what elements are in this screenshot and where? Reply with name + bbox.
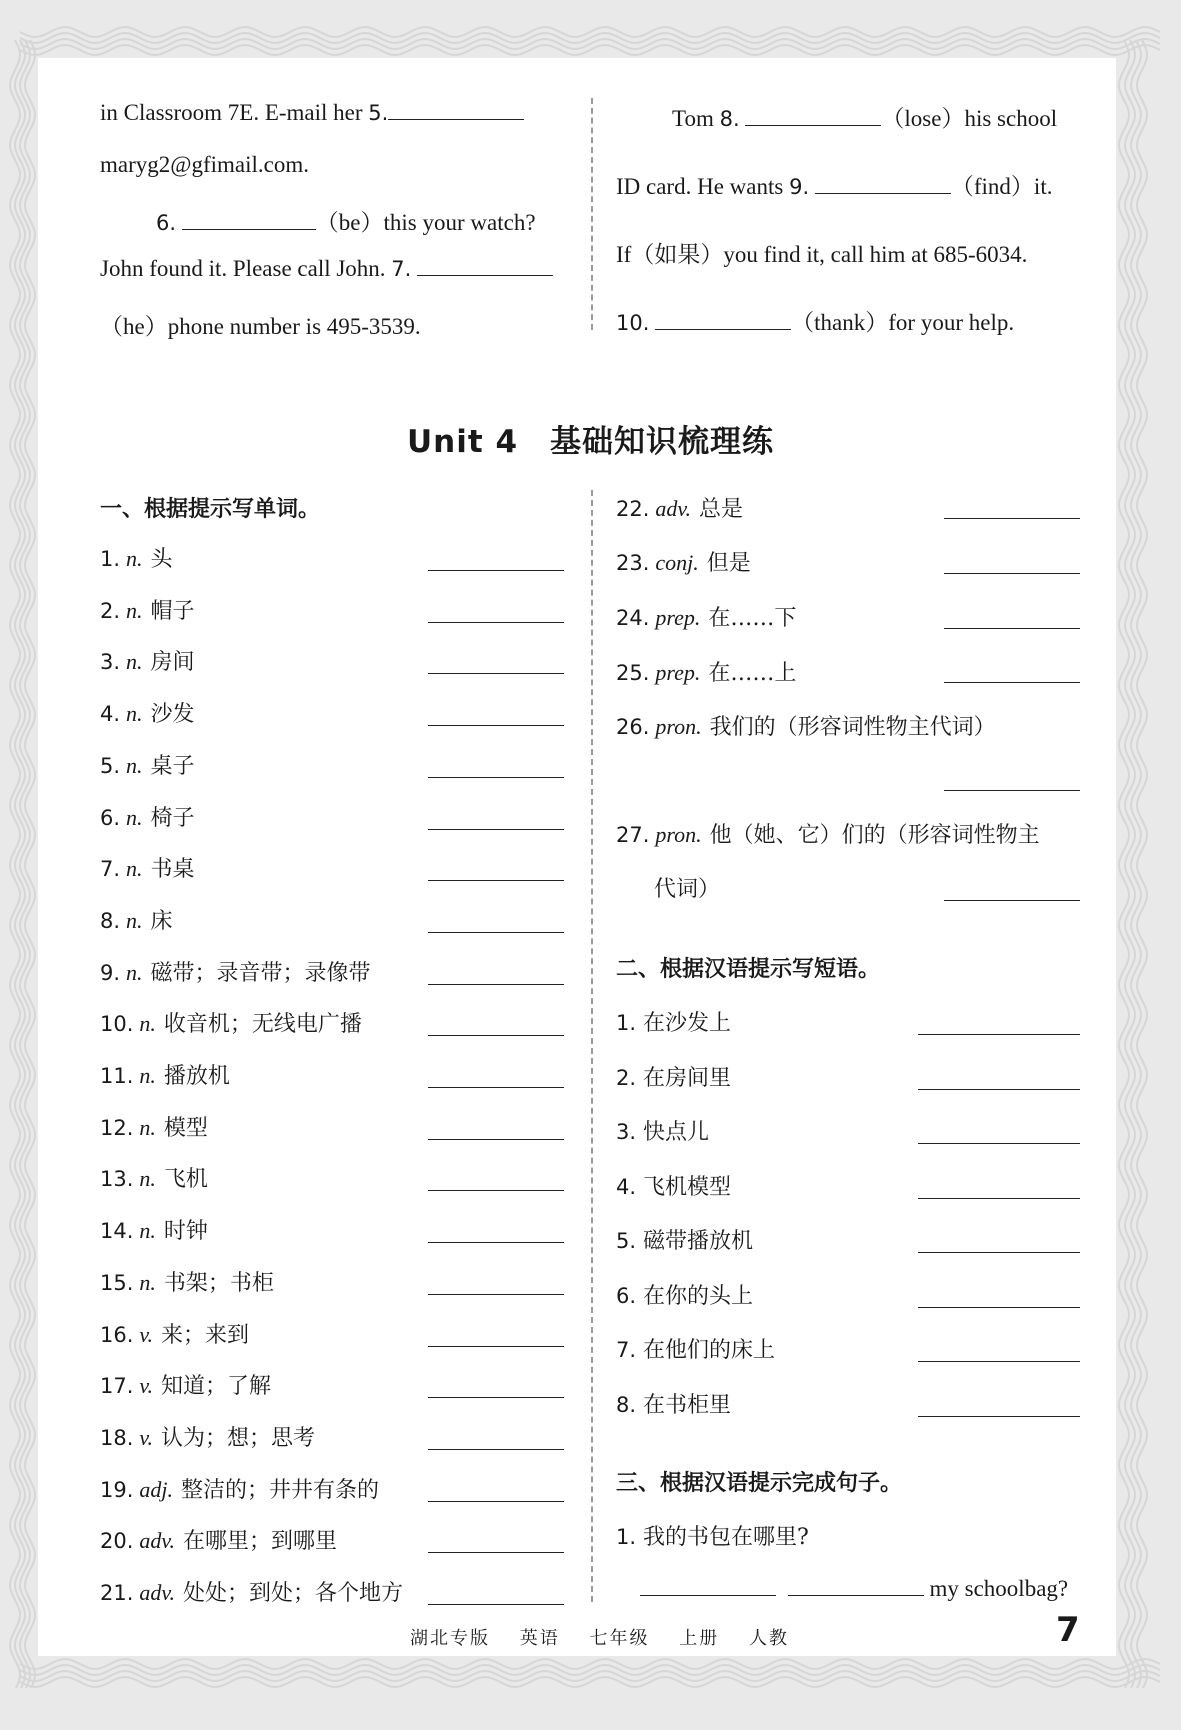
sentence-item xyxy=(616,1520,809,1551)
vocab-item xyxy=(616,656,796,687)
vocab-item xyxy=(100,1266,274,1297)
item-number: 27. xyxy=(616,823,650,847)
column-divider xyxy=(591,98,593,330)
cloze-text: If（如果）you find it, call him at 685-6034. xyxy=(616,242,1028,267)
part-of-speech: adv. xyxy=(139,1528,176,1554)
answer-blank[interactable] xyxy=(640,1594,776,1596)
sentence-prompt: 我的书包在哪里? xyxy=(643,1525,809,1550)
vocab-item xyxy=(100,1162,208,1193)
unit-title: Unit 4 基础知识梳理练 xyxy=(406,424,775,460)
item-number: 18. xyxy=(100,1425,134,1450)
cloze-line xyxy=(672,100,1057,133)
part-of-speech: n. xyxy=(126,804,143,830)
phrase-prompt: 在他们的床上 xyxy=(643,1338,776,1363)
phrase-prompt: 磁带播放机 xyxy=(643,1229,754,1254)
answer-line[interactable] xyxy=(918,1198,1080,1199)
vocab-item xyxy=(100,1369,271,1400)
cloze-text: （find）it. xyxy=(950,174,1053,199)
vocab-item xyxy=(100,956,371,987)
part-of-speech: v. xyxy=(139,1373,154,1399)
item-number: 19. xyxy=(100,1477,134,1502)
vocab-item xyxy=(616,710,996,741)
answer-blank[interactable] xyxy=(745,124,881,126)
vocab-item xyxy=(100,1007,362,1038)
vocab-item xyxy=(100,1214,208,1245)
answer-line[interactable] xyxy=(428,1501,564,1502)
item-number: 15. xyxy=(100,1270,134,1295)
answer-line[interactable] xyxy=(944,518,1080,519)
blank-number: 8. xyxy=(719,107,740,131)
part-of-speech: conj. xyxy=(655,550,699,575)
item-number: 4. xyxy=(616,1174,637,1199)
item-number: 6. xyxy=(100,805,121,830)
part-of-speech: n. xyxy=(139,1063,156,1088)
part-of-speech: n. xyxy=(126,701,143,727)
cloze-line xyxy=(100,152,309,178)
vocab-item-continuation: 代词） xyxy=(654,877,721,902)
phrase-prompt: 在你的头上 xyxy=(643,1283,754,1309)
answer-blank[interactable] xyxy=(655,328,791,330)
item-number: 7. xyxy=(616,1338,637,1362)
chinese-meaning: 桌子 xyxy=(150,753,195,779)
item-number: 6. xyxy=(616,1283,637,1308)
footer-grade: 七年级 xyxy=(589,1628,650,1649)
answer-line[interactable] xyxy=(918,1034,1080,1035)
cloze-line xyxy=(156,204,536,237)
answer-line[interactable] xyxy=(428,932,564,933)
answer-blank[interactable] xyxy=(388,118,524,120)
answer-blank[interactable] xyxy=(417,274,553,276)
part-of-speech: prep. xyxy=(655,605,701,630)
footer-edition: 湖北专版 xyxy=(410,1628,490,1649)
answer-line[interactable] xyxy=(918,1089,1080,1090)
item-number: 8. xyxy=(616,1392,637,1417)
chinese-meaning: 在……下 xyxy=(708,606,797,631)
part-of-speech: n. xyxy=(139,1269,156,1295)
answer-line[interactable] xyxy=(428,777,564,778)
answer-blank[interactable] xyxy=(182,228,316,230)
vocab-item xyxy=(100,542,173,573)
part-of-speech: n. xyxy=(126,649,143,675)
chinese-meaning: 时钟 xyxy=(163,1219,208,1245)
answer-line[interactable] xyxy=(428,1087,564,1088)
item-number: 3. xyxy=(100,650,121,675)
item-number: 22. xyxy=(616,497,650,521)
chinese-meaning: 但是 xyxy=(706,551,751,576)
sentence-tail: my schoolbag? xyxy=(929,1576,1069,1601)
answer-line[interactable] xyxy=(428,1604,564,1605)
phrase-item xyxy=(616,1170,731,1201)
column-divider xyxy=(591,490,593,1602)
cloze-line xyxy=(100,256,553,282)
vocab-item xyxy=(100,801,195,832)
chinese-meaning: 认为；想；思考 xyxy=(161,1425,316,1451)
blank-number: 6. xyxy=(156,211,177,235)
part-of-speech: n. xyxy=(139,1166,156,1192)
vocab-item xyxy=(100,1421,315,1452)
item-number: 13. xyxy=(100,1167,134,1192)
chinese-meaning: 飞机 xyxy=(163,1167,208,1193)
section1-heading: 一、根据提示写单词。 xyxy=(100,497,321,522)
part-of-speech: n. xyxy=(139,1011,156,1037)
chinese-meaning: 沙发 xyxy=(150,702,195,728)
cloze-text: Tom xyxy=(672,106,720,131)
chinese-meaning: 模型 xyxy=(163,1115,208,1141)
sentence-answer-line xyxy=(640,1576,1068,1602)
footer-subject: 英语 xyxy=(519,1628,560,1649)
chinese-meaning: 来；来到 xyxy=(161,1322,250,1348)
blank-number: 9. xyxy=(789,175,810,199)
answer-line[interactable] xyxy=(944,682,1080,683)
vocab-item xyxy=(100,1111,208,1142)
phrase-item xyxy=(616,1006,731,1037)
answer-line[interactable] xyxy=(428,1346,564,1347)
answer-line[interactable] xyxy=(944,900,1080,901)
vocab-item xyxy=(616,546,751,577)
chinese-meaning: 他（她、它）们的（形容词性物主 xyxy=(709,823,1040,848)
cloze-line xyxy=(100,308,421,341)
vocab-item xyxy=(616,601,796,632)
answer-line[interactable] xyxy=(944,573,1080,574)
vocab-item xyxy=(100,645,195,676)
part-of-speech: adv. xyxy=(139,1580,176,1605)
blank-number: 10. xyxy=(616,311,650,335)
cloze-text: in Classroom 7E. E-mail her xyxy=(100,100,369,125)
answer-line[interactable] xyxy=(428,1294,564,1295)
phrase-prompt: 在沙发上 xyxy=(643,1011,732,1036)
phrase-item xyxy=(616,1388,731,1419)
chinese-meaning: 知道；了解 xyxy=(161,1374,272,1400)
item-number: 1. xyxy=(616,1525,637,1549)
cloze-text: John found it. Please call John. xyxy=(100,256,392,281)
answer-line[interactable] xyxy=(428,829,564,830)
phrase-prompt: 在书柜里 xyxy=(643,1392,732,1418)
item-number: 5. xyxy=(616,1229,637,1253)
answer-line[interactable] xyxy=(428,1449,564,1450)
part-of-speech: n. xyxy=(126,907,143,933)
part-of-speech: n. xyxy=(139,1218,156,1244)
chinese-meaning: 播放机 xyxy=(163,1064,230,1089)
item-number: 9. xyxy=(100,960,121,985)
page-number: 7 xyxy=(1056,1610,1080,1650)
item-number: 21. xyxy=(100,1581,134,1605)
part-of-speech: n. xyxy=(126,752,143,778)
chinese-meaning: 处处；到处；各个地方 xyxy=(183,1581,404,1606)
vocab-item xyxy=(100,904,173,935)
answer-line[interactable] xyxy=(918,1307,1080,1308)
footer-publisher: 人教 xyxy=(748,1628,789,1649)
item-number: 24. xyxy=(616,606,650,630)
item-number: 11. xyxy=(100,1064,134,1088)
item-number: 1. xyxy=(616,1011,637,1035)
item-number: 10. xyxy=(100,1012,134,1037)
vocab-item xyxy=(616,492,743,523)
item-number: 23. xyxy=(616,551,650,575)
vocab-item xyxy=(100,749,195,780)
part-of-speech: pron. xyxy=(655,822,702,847)
vocab-item xyxy=(100,1473,379,1504)
vocab-item xyxy=(100,1524,337,1555)
phrase-prompt: 快点儿 xyxy=(643,1120,710,1145)
phrase-item xyxy=(616,1115,709,1146)
part-of-speech: n. xyxy=(126,546,143,571)
answer-blank[interactable] xyxy=(815,192,951,194)
chinese-meaning: 床 xyxy=(150,908,173,934)
chinese-meaning: 我们的（形容词性物主代词） xyxy=(709,715,996,740)
chinese-meaning: 收音机；无线电广播 xyxy=(163,1012,362,1038)
vocab-item xyxy=(100,852,195,883)
cloze-text: maryg2@gfimail.com. xyxy=(100,152,309,177)
item-number: 20. xyxy=(100,1529,134,1554)
phrase-item xyxy=(616,1224,753,1255)
item-number: 8. xyxy=(100,908,121,933)
vocab-item xyxy=(100,697,195,728)
part-of-speech: n. xyxy=(126,856,143,882)
vocab-item xyxy=(100,1318,249,1349)
item-number: 17. xyxy=(100,1374,134,1399)
answer-line[interactable] xyxy=(428,1035,564,1036)
part-of-speech: v. xyxy=(139,1424,154,1450)
vocab-item xyxy=(616,818,1040,849)
part-of-speech: n. xyxy=(126,959,143,985)
cloze-text: （he）phone number is 495-3539. xyxy=(100,314,421,339)
vocab-item xyxy=(100,1059,230,1090)
item-number: 5. xyxy=(100,753,121,778)
cloze-line xyxy=(616,168,1052,201)
part-of-speech: pron. xyxy=(655,714,702,739)
part-of-speech: adj. xyxy=(139,1476,174,1502)
answer-line[interactable] xyxy=(428,1242,564,1243)
cloze-text: ID card. He wants xyxy=(616,174,790,199)
blank-number: 5. xyxy=(368,101,389,125)
item-number: 2. xyxy=(100,598,121,623)
item-number: 26. xyxy=(616,715,650,739)
answer-line[interactable] xyxy=(944,628,1080,629)
item-number: 25. xyxy=(616,661,650,685)
phrase-item xyxy=(616,1279,753,1310)
blank-number: 7. xyxy=(391,257,412,281)
item-number: 1. xyxy=(100,547,121,571)
part-of-speech: prep. xyxy=(655,660,701,685)
item-number: 16. xyxy=(100,1322,134,1347)
cloze-line xyxy=(616,304,1014,337)
chinese-meaning: 椅子 xyxy=(150,805,195,831)
chinese-meaning: 整洁的；井井有条的 xyxy=(181,1477,380,1503)
answer-line[interactable] xyxy=(428,1397,564,1398)
item-number: 12. xyxy=(100,1115,134,1140)
section3-heading: 三、根据汉语提示完成句子。 xyxy=(616,1471,903,1496)
vocab-item xyxy=(100,1576,403,1607)
part-of-speech: n. xyxy=(139,1114,156,1140)
answer-line[interactable] xyxy=(918,1361,1080,1362)
answer-line[interactable] xyxy=(428,984,564,985)
answer-line[interactable] xyxy=(428,880,564,881)
footer-volume: 上册 xyxy=(679,1628,720,1649)
chinese-meaning: 总是 xyxy=(699,497,744,522)
item-number: 7. xyxy=(100,857,121,882)
chinese-meaning: 房间 xyxy=(150,650,195,676)
chinese-meaning: 在哪里；到哪里 xyxy=(183,1529,338,1555)
item-number: 14. xyxy=(100,1219,134,1244)
cloze-line xyxy=(616,236,1027,269)
answer-line[interactable] xyxy=(918,1252,1080,1253)
chinese-meaning: 磁带；录音带；录像带 xyxy=(150,960,371,986)
phrase-item xyxy=(616,1333,775,1364)
answer-line[interactable] xyxy=(944,790,1080,791)
phrase-item xyxy=(616,1061,731,1092)
chinese-meaning: 书架；书柜 xyxy=(163,1270,274,1296)
phrase-prompt: 飞机模型 xyxy=(643,1174,732,1200)
cloze-line xyxy=(100,100,524,126)
answer-line[interactable] xyxy=(428,1190,564,1191)
chinese-meaning: 帽子 xyxy=(150,598,195,624)
answer-line[interactable] xyxy=(428,570,564,571)
item-number: 4. xyxy=(100,702,121,727)
answer-line[interactable] xyxy=(428,1552,564,1553)
chinese-meaning: 在……上 xyxy=(708,661,797,686)
section2-heading: 二、根据汉语提示写短语。 xyxy=(616,957,881,982)
chinese-meaning: 头 xyxy=(150,547,173,572)
item-number: 3. xyxy=(616,1120,637,1144)
page-footer xyxy=(410,1624,811,1650)
part-of-speech: adv. xyxy=(655,496,692,521)
cloze-text: （thank）for your help. xyxy=(791,310,1015,335)
vocab-item xyxy=(100,594,195,625)
item-number: 2. xyxy=(616,1065,637,1090)
chinese-meaning: 书桌 xyxy=(150,857,195,883)
answer-line[interactable] xyxy=(428,725,564,726)
cloze-text: （be）this your watch? xyxy=(315,210,536,235)
answer-blank[interactable] xyxy=(788,1594,924,1596)
phrase-prompt: 在房间里 xyxy=(643,1065,732,1091)
answer-line[interactable] xyxy=(428,1139,564,1140)
answer-line[interactable] xyxy=(918,1416,1080,1417)
answer-line[interactable] xyxy=(918,1143,1080,1144)
part-of-speech: v. xyxy=(139,1321,154,1347)
answer-line[interactable] xyxy=(428,673,564,674)
part-of-speech: n. xyxy=(126,597,143,623)
answer-line[interactable] xyxy=(428,622,564,623)
cloze-text: （lose）his school xyxy=(881,106,1058,131)
